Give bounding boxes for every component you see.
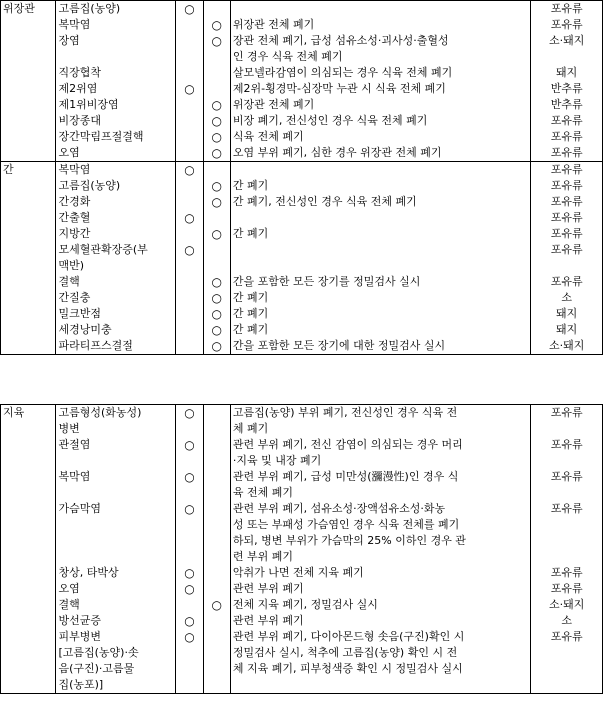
disposal-action: 간 폐기: [230, 178, 530, 194]
mark-column-2: [203, 1, 230, 18]
organ-label-blank: [1, 81, 56, 97]
disease-name: 창상, 타박상: [56, 565, 176, 581]
species: 포유류: [531, 469, 603, 501]
disposal-table-organs: [0, 0, 603, 355]
species: 반추류: [531, 97, 603, 113]
organ-label-blank: [1, 33, 56, 65]
organ-label-blank: [1, 565, 56, 581]
mark-column-2: ○: [203, 194, 230, 210]
mark-column-2: ○: [203, 129, 230, 145]
organ-label-blank: [1, 322, 56, 338]
disposal-action: 비장 폐기, 전신성인 경우 식육 전체 폐기: [230, 113, 530, 129]
mark-column-2: [203, 65, 230, 81]
disposal-action: [230, 1, 530, 18]
species: 포유류: [531, 629, 603, 694]
table-row: [1, 194, 603, 210]
table-row: [1, 581, 603, 597]
organ-label-blank: [1, 113, 56, 129]
table-row: [1, 113, 603, 129]
disease-name: 비장종대: [56, 113, 176, 129]
species: 돼지: [531, 322, 603, 338]
mark-column-1: [176, 194, 203, 210]
disposal-action: [230, 162, 530, 179]
organ-label-blank: [1, 581, 56, 597]
disease-name: 간경화: [56, 194, 176, 210]
mark-column-1: [176, 33, 203, 65]
disease-name: 제1위비장염: [56, 97, 176, 113]
mark-column-1: [176, 113, 203, 129]
table-row: [1, 437, 603, 469]
species: 포유류: [531, 565, 603, 581]
disease-name: 오염: [56, 145, 176, 162]
table-row: [1, 33, 603, 65]
organ-label-blank: [1, 437, 56, 469]
disposal-action: [230, 242, 530, 274]
mark-column-1: [176, 97, 203, 113]
organ-label: 위장관: [1, 1, 56, 18]
mark-column-1: [176, 322, 203, 338]
mark-column-2: ○: [203, 274, 230, 290]
mark-column-1: ○: [176, 565, 203, 581]
mark-column-1: ○: [176, 613, 203, 629]
mark-column-1: ○: [176, 210, 203, 226]
organ-label: 지육: [1, 405, 56, 438]
organ-label-blank: [1, 178, 56, 194]
mark-column-1: [176, 129, 203, 145]
mark-column-1: [176, 178, 203, 194]
disposal-action: 오염 부위 폐기, 심한 경우 위장관 전체 폐기: [230, 145, 530, 162]
mark-column-2: [203, 613, 230, 629]
species: 소: [531, 613, 603, 629]
table-row: [1, 129, 603, 145]
table-row: [1, 338, 603, 355]
species: 반추류: [531, 81, 603, 97]
organ-label-blank: [1, 129, 56, 145]
mark-column-1: [176, 338, 203, 355]
species: 소·돼지: [531, 33, 603, 65]
table-row: [1, 613, 603, 629]
disease-name: 밀크반점: [56, 306, 176, 322]
table-row: [1, 597, 603, 613]
mark-column-2: ○: [203, 17, 230, 33]
disposal-action: 간 폐기: [230, 306, 530, 322]
mark-column-2: ○: [203, 226, 230, 242]
organ-label-blank: [1, 274, 56, 290]
mark-column-1: ○: [176, 629, 203, 694]
disposal-action: 위장관 전체 폐기: [230, 97, 530, 113]
mark-column-1: ○: [176, 405, 203, 438]
species: 포유류: [531, 242, 603, 274]
species: 포유류: [531, 210, 603, 226]
organ-label-blank: [1, 242, 56, 274]
mark-column-1: [176, 306, 203, 322]
disease-name: 오염: [56, 581, 176, 597]
disposal-action: 살모넬라감염이 의심되는 경우 식육 전체 폐기: [230, 65, 530, 81]
organ-label-blank: [1, 629, 56, 694]
disease-name: 결핵: [56, 597, 176, 613]
species: 소: [531, 290, 603, 306]
disease-name: 장염: [56, 33, 176, 65]
disposal-action: [230, 210, 530, 226]
species: 포유류: [531, 1, 603, 18]
mark-column-2: ○: [203, 97, 230, 113]
disease-name: 고름집(농양): [56, 178, 176, 194]
disease-name: 직장협착: [56, 65, 176, 81]
species: 포유류: [531, 17, 603, 33]
disposal-action: 간 폐기: [230, 322, 530, 338]
mark-column-2: [203, 162, 230, 179]
disease-name: 고름형성(화농성) 병변: [56, 405, 176, 438]
mark-column-1: ○: [176, 469, 203, 501]
table-row: [1, 97, 603, 113]
species: 돼지: [531, 65, 603, 81]
table-row: [1, 469, 603, 501]
mark-column-2: [203, 565, 230, 581]
mark-column-1: ○: [176, 242, 203, 274]
disposal-action: 간 폐기: [230, 226, 530, 242]
mark-column-2: ○: [203, 33, 230, 65]
table-row: [1, 162, 603, 179]
mark-column-2: ○: [203, 113, 230, 129]
organ-label-blank: [1, 501, 56, 565]
mark-column-2: [203, 581, 230, 597]
organ-label-blank: [1, 17, 56, 33]
mark-column-2: ○: [203, 306, 230, 322]
mark-column-2: [203, 501, 230, 565]
table-row: [1, 210, 603, 226]
species: 포유류: [531, 405, 603, 438]
organ-label-blank: [1, 290, 56, 306]
disease-name: 방선균증: [56, 613, 176, 629]
mark-column-2: ○: [203, 338, 230, 355]
table-row: [1, 290, 603, 306]
disease-name: 파라티프스결절: [56, 338, 176, 355]
organ-label-blank: [1, 597, 56, 613]
table-row: [1, 501, 603, 565]
disposal-action: 전체 지육 폐기, 정밀검사 실시: [230, 597, 530, 613]
organ-label-blank: [1, 338, 56, 355]
disposal-action: 제2위-횡경막-심장막 누관 시 식육 전체 폐기: [230, 81, 530, 97]
mark-column-2: [203, 405, 230, 438]
disposal-action: 관련 부위 폐기: [230, 613, 530, 629]
table-row: [1, 226, 603, 242]
table-row: [1, 178, 603, 194]
organ-label-blank: [1, 469, 56, 501]
mark-column-1: ○: [176, 501, 203, 565]
mark-column-1: [176, 17, 203, 33]
mark-column-1: [176, 597, 203, 613]
mark-column-1: [176, 145, 203, 162]
disease-name: 간질충: [56, 290, 176, 306]
species: 소·돼지: [531, 597, 603, 613]
table-row: [1, 65, 603, 81]
disposal-action: 식육 전체 폐기: [230, 129, 530, 145]
mark-column-1: [176, 290, 203, 306]
mark-column-2: [203, 81, 230, 97]
mark-column-2: ○: [203, 597, 230, 613]
organ-label-blank: [1, 145, 56, 162]
species: 포유류: [531, 437, 603, 469]
table-row: [1, 145, 603, 162]
disease-name: 장간막림프절결핵: [56, 129, 176, 145]
disease-name: 복막염: [56, 469, 176, 501]
disposal-action: 장관 전체 폐기, 급성 섬유소성·괴사성·출혈성 인 경우 식육 전체 폐기: [230, 33, 530, 65]
mark-column-2: [203, 437, 230, 469]
table-row: [1, 306, 603, 322]
disposal-action: 관련 부위 폐기, 전신 감염이 의심되는 경우 머리 ·지육 및 내장 폐기: [230, 437, 530, 469]
disease-name: 지방간: [56, 226, 176, 242]
mark-column-2: ○: [203, 290, 230, 306]
species: 포유류: [531, 274, 603, 290]
table-row: [1, 629, 603, 694]
disposal-action: 관련 부위 폐기: [230, 581, 530, 597]
species: 포유류: [531, 226, 603, 242]
table-row: [1, 1, 603, 18]
disease-name: 복막염: [56, 162, 176, 179]
mark-column-1: ○: [176, 162, 203, 179]
disposal-action: 간을 포함한 모든 장기에 대한 정밀검사 실시: [230, 338, 530, 355]
table-row: [1, 242, 603, 274]
mark-column-2: [203, 469, 230, 501]
organ-label-blank: [1, 194, 56, 210]
table-row: [1, 81, 603, 97]
disposal-action: 악취가 나면 전체 지육 폐기: [230, 565, 530, 581]
mark-column-1: [176, 274, 203, 290]
disease-name: 세경낭미충: [56, 322, 176, 338]
disease-name: 모세혈관확장증(부 맥반): [56, 242, 176, 274]
species: 포유류: [531, 129, 603, 145]
mark-column-1: ○: [176, 581, 203, 597]
disposal-action: 위장관 전체 폐기: [230, 17, 530, 33]
mark-column-1: [176, 65, 203, 81]
species: 포유류: [531, 145, 603, 162]
mark-column-1: [176, 226, 203, 242]
species: 돼지: [531, 306, 603, 322]
disease-name: 관절염: [56, 437, 176, 469]
disposal-action: 관련 부위 폐기, 섬유소성·장액섬유소성·화농 성 또는 부패성 가슴염인 경우 식육 전체를 폐기 하되, 병변 부위가 가슴막의 25% 이하인 경우 관 련 부위 폐기: [230, 501, 530, 565]
organ-label-blank: [1, 226, 56, 242]
organ-label-blank: [1, 97, 56, 113]
species: 포유류: [531, 113, 603, 129]
mark-column-2: ○: [203, 178, 230, 194]
table-row: [1, 565, 603, 581]
species: 소·돼지: [531, 338, 603, 355]
disease-name: 피부병변 [고름집(농양)·솟 음(구진)·고름물 집(농포)]: [56, 629, 176, 694]
disposal-action: 관련 부위 폐기, 급성 미만성(瀰漫性)인 경우 식 육 전체 폐기: [230, 469, 530, 501]
mark-column-1: ○: [176, 81, 203, 97]
disposal-action: 고름집(농양) 부위 폐기, 전신성인 경우 식육 전 체 폐기: [230, 405, 530, 438]
table-row: [1, 405, 603, 438]
disease-name: 고름집(농양): [56, 1, 176, 18]
mark-column-2: [203, 242, 230, 274]
disposal-action: 간 폐기, 전신성인 경우 식육 전체 폐기: [230, 194, 530, 210]
table-row: [1, 322, 603, 338]
species: 포유류: [531, 178, 603, 194]
disease-name: 제2위염: [56, 81, 176, 97]
mark-column-2: [203, 629, 230, 694]
mark-column-2: ○: [203, 322, 230, 338]
disposal-action: 관련 부위 폐기, 다이아몬드형 솟음(구진)확인 시 정밀검사 실시, 척추에 고름집(농양) 확인 시 전 체 지육 폐기, 피부청색증 확인 시 정밀검사 실시: [230, 629, 530, 694]
disease-name: 복막염: [56, 17, 176, 33]
disease-name: 가슴막염: [56, 501, 176, 565]
species: 포유류: [531, 501, 603, 565]
species: 포유류: [531, 162, 603, 179]
organ-label-blank: [1, 210, 56, 226]
mark-column-2: ○: [203, 145, 230, 162]
disposal-action: 간 폐기: [230, 290, 530, 306]
organ-label-blank: [1, 613, 56, 629]
species: 포유류: [531, 581, 603, 597]
species: 포유류: [531, 194, 603, 210]
disposal-action: 간을 포함한 모든 장기를 정밀검사 실시: [230, 274, 530, 290]
organ-label: 간: [1, 162, 56, 179]
organ-label-blank: [1, 65, 56, 81]
disease-name: 결핵: [56, 274, 176, 290]
organ-label-blank: [1, 306, 56, 322]
disease-name: 간출혈: [56, 210, 176, 226]
table-row: [1, 274, 603, 290]
table-row: [1, 17, 603, 33]
mark-column-2: [203, 210, 230, 226]
disposal-table-carcass: [0, 404, 603, 694]
mark-column-1: ○: [176, 437, 203, 469]
mark-column-1: ○: [176, 1, 203, 18]
